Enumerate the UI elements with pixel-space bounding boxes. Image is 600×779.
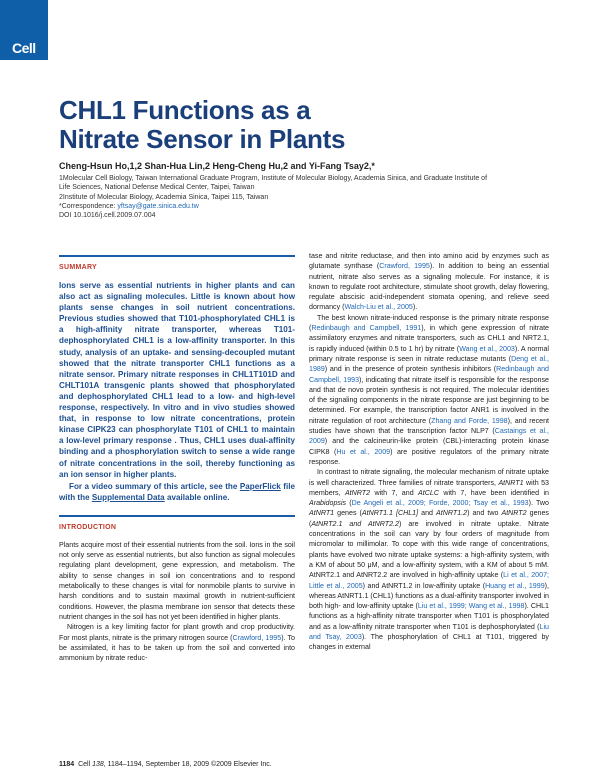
left-column — [59, 255, 295, 663]
citation-link[interactable]: Castaings et al., 2009 — [309, 427, 549, 446]
cell-logo — [0, 0, 48, 60]
page-number: 1184 — [59, 761, 75, 768]
rc-p3-o: ). CHL1 functions as a high-affinity nitrate transporter when T101 is phosphorylated and as a low-affinity nitrate transporter when T101 is dephosphorylated ( — [309, 602, 549, 631]
video-note-post: available online. — [164, 492, 230, 502]
rc-p3-c: with 7, and — [370, 488, 419, 497]
citation-link[interactable]: Redinbaugh and Campbell, 1991 — [311, 324, 422, 333]
rc-p3-n: ), whereas AtNRT1.1 (CHL1) functions as a dual-affinity transporter involved in both high- and low-affinity uptake ( — [309, 581, 549, 611]
citation-link[interactable]: Walch-Liu et al., 2005 — [344, 303, 413, 312]
summary-block — [59, 280, 295, 503]
citation-link[interactable]: Crawford, 1995 — [232, 633, 282, 642]
rc-p3-f: ). Two — [528, 499, 550, 508]
rc-p2-b: ), in which gene expression of nitrate assimilatory enzymes and nitrate transporters, such as CHL1 and NRT2.1, is rapidly induced (within 0.5 to 1 hr) by nitrate ( — [309, 324, 549, 353]
rc-p2-h: ) are positive regulators of the primary nitrate response. — [309, 447, 550, 466]
rc-p3-m: ) and AtNRT1.2 in low-affinity uptake ( — [362, 581, 486, 590]
right-paragraph-1 — [309, 251, 549, 313]
footer-volume: 138 — [92, 761, 104, 768]
intro-paragraph-1: Plants acquire most of their essential nutrients from the soil. Ions in the soil not only serve as essential nutrients, but also function as signal molecules regulating plant development, gene expression, and metabolism. The ability to sense changes in soil ion concentrations and to respond metabolically to these changes is vital for nonmobile plants to survive in harsh conditions and to sustain maximal growth in nutrient-sufficient conditions. However, the plasma membrane ion sensor that detects these nutrient changes in the soil has not yet been identified in higher plants. — [59, 540, 295, 621]
gene-name: AtNRT1.2 — [436, 509, 468, 518]
rc-p3-k: genes ( — [309, 509, 549, 528]
title-line-1: CHL1 Functions as a — [59, 95, 311, 125]
affiliations — [59, 174, 549, 220]
rc-p2-d: ) and in the presence of protein synthesis inhibitors ( — [324, 365, 497, 374]
author-list: Cheng-Hsun Ho,1,2 Shan-Hua Lin,2 Heng-Cheng Hu,2 and Yi-Fang Tsay2,* — [59, 161, 375, 171]
citation-link[interactable]: Wang et al., 2003 — [459, 344, 515, 353]
supplemental-data-link[interactable]: Supplemental Data — [91, 492, 165, 502]
footer-journal: Cell — [78, 761, 91, 768]
gene-name: AtNRT2.1 and AtNRT2.2 — [311, 519, 399, 528]
rc-p3-l: ) are involved in nitrate uptake. Nitrate concentrations in the soil can vary by four orders of magnitude from micromolar to millimolar. To cope with this wide range of concentrations, plants have evolved two nitrate uptake systems: a high-affinity system, with a KM of about 50 μM, and a low-affinity system, with a KM of about 5 mM. AtNRT2.1 and AtNRT2.2 are involved in high-affinity uptake ( — [309, 519, 549, 580]
correspondence-email-link[interactable]: yftsay@gate.sinica.edu.tw — [117, 202, 199, 210]
citation-link[interactable]: Liu and Tsay, 2003 — [309, 622, 549, 641]
right-column — [309, 251, 549, 653]
rc-p2-e: ), indicating that nitrate itself is responsible for the response and that de novo protein synthesis is not required. The molecular identities of the signaling components in the nitrate response are just beginning to be determined. For example, the transcription factor ANR1 is involved in the nitrate regulation of root architecture ( — [309, 375, 549, 425]
citation-link[interactable]: Zhang and Forde, 1998 — [431, 416, 508, 425]
cell-logo-text: Cell — [12, 40, 36, 56]
citation-link[interactable]: Huang et al., 1999 — [485, 581, 545, 590]
rc-p3-g: genes ( — [334, 509, 362, 518]
page-footer — [59, 761, 272, 768]
video-summary-note — [59, 481, 295, 503]
citation-link[interactable]: Liu et al., 1999; Wang et al., 1998 — [417, 602, 525, 611]
title-line-2: Nitrate Sensor in Plants — [59, 124, 346, 154]
intro-p2-text-a: Nitrogen is a key limiting factor for plant growth and crop productivity. For most plants, nitrate is the primary nitrogen source ( — [59, 623, 295, 642]
doi: DOI 10.1016/j.cell.2009.07.004 — [59, 212, 156, 220]
rc-p3-p: ). The phosphorylation of CHL1 at T101, triggered by changes in external — [309, 632, 549, 652]
paperflick-link[interactable]: PaperFlick — [239, 481, 281, 491]
rc-p1-c: ). — [412, 303, 418, 312]
rc-p1-a: tase and nitrite reductase, and then into amino acid by enzymes such as glutamate synthase ( — [309, 252, 549, 271]
introduction-rule — [59, 515, 295, 517]
intro-paragraph-2 — [59, 622, 295, 663]
rc-p2-c: ). A normal primary nitrate response is seen in nitrate reductase mutants ( — [309, 344, 550, 363]
citation-link[interactable]: Crawford, 1995 — [379, 262, 430, 271]
right-paragraph-2 — [309, 313, 549, 467]
article-title — [59, 96, 479, 154]
citation-link[interactable]: Li et al., 2007; Little et al., 2005 — [309, 571, 549, 590]
intro-p2-text-b: ). To be assimilated, it has to be taken up from the soil and converted into ammonium by nitrate reduc- — [59, 633, 295, 663]
gene-name: AtNRT2 — [344, 488, 371, 497]
correspondence — [59, 202, 549, 211]
citation-link[interactable]: De Angeli et al., 2009; Forde, 2000; Tsay et al., 1993 — [351, 499, 529, 508]
rc-p3-a: In contrast to nitrate signaling, the molecular mechanism of nitrate uptake is well characterized. Three families of nitrate transporters, — [309, 468, 549, 487]
affiliation-1-line-1: 1Molecular Cell Biology, Taiwan International Graduate Program, Institute of Molecular Biology, Academia Sinica, and Graduate Institute of — [59, 175, 488, 182]
rc-p3-j: ) and two — [467, 509, 502, 518]
rc-p3-e: ( — [346, 499, 352, 508]
gene-name: AtNRT1 — [309, 509, 335, 518]
summary-rule — [59, 255, 295, 257]
rc-p3-h: and — [418, 509, 437, 518]
right-paragraph-3 — [309, 467, 549, 652]
citation-link[interactable]: Deng et al., 1989 — [309, 354, 549, 374]
rc-p2-a: The best known nitrate-induced response is the primary nitrate response ( — [309, 313, 549, 333]
gene-name: AtCLC — [418, 488, 439, 497]
gene-name: AtNRT1 — [498, 478, 524, 487]
summary-text: Ions serve as essential nutrients in higher plants and can also act as signaling molecules. Little is known about how plants sense changes in soil nutrient concentrations. Previous studies showed that T101-phosphorylated CHL1 is a high-affinity nitrate transporter, whereas T101-dephosphorylated CHL1 is a low-affinity transporter. In this study, analysis of an uptake- and sensing-decoupled mutant showed that the nitrate transporter CHL1 functions as a nitrate sensor. Primary nitrate responses in CHL1T101D and CHLT101A transgenic plants showed that phosphorylated and dephosphorylated CHL1 lead to a low- and high-level response, respectively. In vitro and in vivo studies showed that, in response to low nitrate concentrations, protein kinase CIPK23 can phosphorylate T101 of CHL1 to maintain a low-level primary response . Thus, CHL1 uses dual-affinity binding and a phosphorylation switch to sense a wide range of nitrate concentrations in the soil, thereby functioning as an ion sensor in higher plants. — [59, 281, 295, 479]
video-note-pre: For a video summary of this article, see the — [69, 481, 240, 491]
affiliation-2: 2Institute of Molecular Biology, Academia Sinica, Taipei 115, Taiwan — [59, 193, 269, 201]
footer-citation: , 1184–1194, September 18, 2009 ©2009 Elsevier Inc. — [103, 761, 272, 768]
gene-name: AtNRT2 — [501, 509, 527, 518]
video-note-mid: file with the — [59, 481, 295, 502]
citation-link[interactable]: Hu et al., 2009 — [336, 447, 391, 456]
rc-p2-f: ), and recent studies have shown that the transcription factor NLP7 ( — [309, 416, 549, 436]
correspondence-label: *Correspondence: — [59, 202, 118, 210]
rc-p2-g: ) and the calcineurin-like protein (CBL)-interacting protein kinase CIPK8 ( — [309, 437, 549, 456]
species-name: Arabidopsis — [309, 499, 347, 508]
affiliation-1-line-2: Life Sciences, National Defense Medical Center, Taipei, Taiwan — [59, 184, 255, 192]
rc-p3-b: with 53 members, — [309, 478, 549, 497]
citation-link[interactable]: Redinbaugh and Campbell, 1993 — [309, 365, 549, 384]
rc-p1-b: ). In addition to being an essential nutrient, nitrate also serves as a signaling molecule. For instance, it is known to regulate root architecture, stimulate shoot growth, delay flowering, regulate abscisic acid-independent stomata opening, and relieve seed dormancy ( — [309, 262, 549, 312]
introduction-body — [59, 540, 295, 664]
gene-name: AtNRT1.1 [CHL1] — [361, 509, 419, 518]
rc-p3-d: with 7, have been identified in — [438, 488, 549, 497]
summary-heading: SUMMARY — [59, 264, 98, 271]
introduction-heading: INTRODUCTION — [59, 523, 117, 531]
